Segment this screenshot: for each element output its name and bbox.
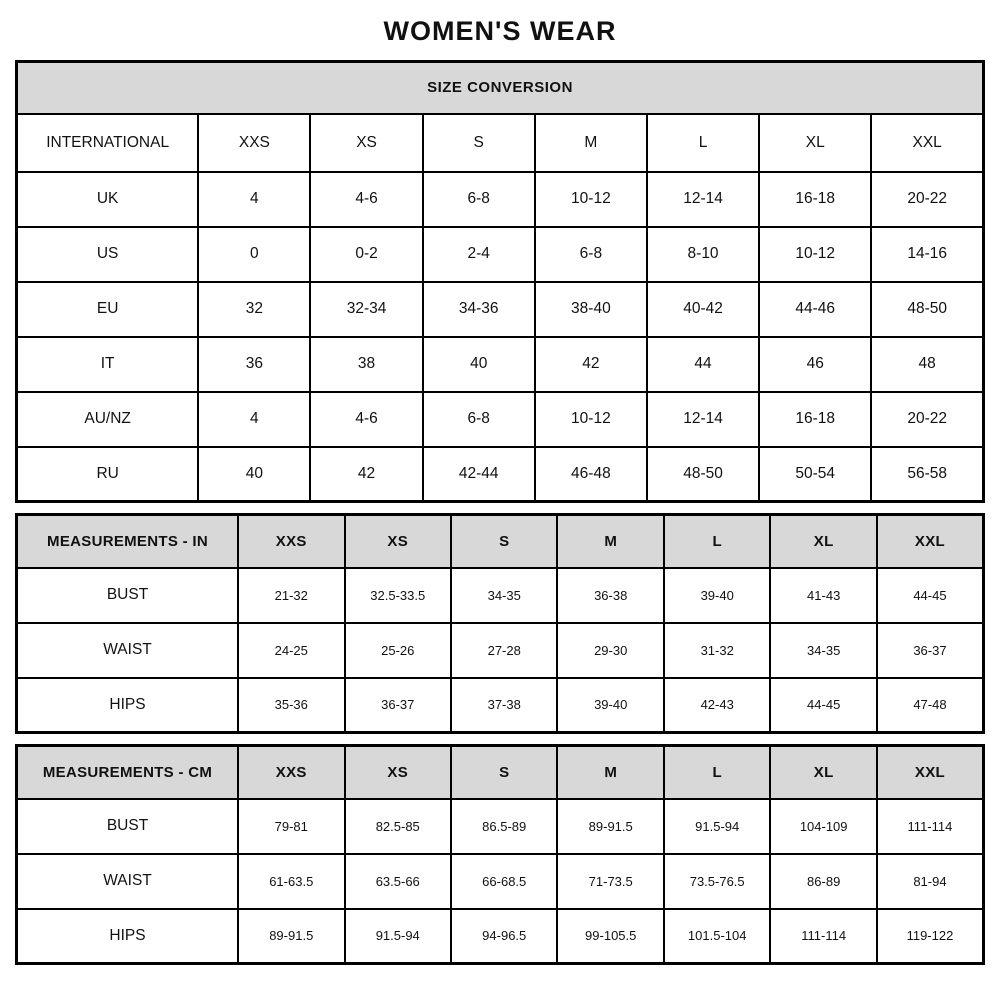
measurement-value: 86.5-89 — [451, 799, 557, 854]
size-value: 10-12 — [759, 227, 871, 282]
measurement-value: 32.5-33.5 — [345, 568, 451, 623]
size-value: 38-40 — [535, 282, 647, 337]
measurement-value: 35-36 — [238, 678, 344, 733]
size-value: 20-22 — [871, 172, 983, 227]
measurement-value: 31-32 — [664, 623, 770, 678]
size-value: 6-8 — [423, 392, 535, 447]
measurement-value: 81-94 — [877, 854, 984, 909]
measurement-value: 82.5-85 — [345, 799, 451, 854]
measurement-value: 99-105.5 — [557, 909, 663, 964]
measurement-value: 24-25 — [238, 623, 344, 678]
measurements-cm-size-header-xxl: XXL — [877, 746, 984, 799]
measurement-value: 66-68.5 — [451, 854, 557, 909]
region-label: US — [17, 227, 199, 282]
measurement-value: 86-89 — [770, 854, 876, 909]
measurements-cm-title: MEASUREMENTS - CM — [17, 746, 239, 799]
region-label: EU — [17, 282, 199, 337]
column-header-size-xxs: XXS — [198, 114, 310, 172]
size-conversion-row-ru — [17, 447, 984, 502]
region-label: UK — [17, 172, 199, 227]
size-value: 38 — [310, 337, 422, 392]
measurement-value: 39-40 — [664, 568, 770, 623]
measurement-value: 101.5-104 — [664, 909, 770, 964]
region-label: RU — [17, 447, 199, 502]
size-conversion-band-row — [17, 62, 984, 114]
size-value: 16-18 — [759, 392, 871, 447]
measurement-value: 39-40 — [557, 678, 663, 733]
measurement-value: 47-48 — [877, 678, 984, 733]
size-value: 14-16 — [871, 227, 983, 282]
measurement-value: 21-32 — [238, 568, 344, 623]
page-title: WOMEN'S WEAR — [383, 16, 617, 46]
measurement-value: 37-38 — [451, 678, 557, 733]
measurement-value: 119-122 — [877, 909, 984, 964]
size-value: 12-14 — [647, 392, 759, 447]
column-header-size-m: M — [535, 114, 647, 172]
size-value: 8-10 — [647, 227, 759, 282]
measurement-value: 91.5-94 — [345, 909, 451, 964]
measurement-value: 34-35 — [770, 623, 876, 678]
measurement-label: BUST — [17, 568, 239, 623]
size-conversion-row-eu — [17, 282, 984, 337]
size-value: 4-6 — [310, 172, 422, 227]
measurement-value: 36-37 — [345, 678, 451, 733]
measurement-value: 42-43 — [664, 678, 770, 733]
measurements-in-size-header-m: M — [557, 515, 663, 568]
size-value: 36 — [198, 337, 310, 392]
measurement-label: BUST — [17, 799, 239, 854]
size-value: 46-48 — [535, 447, 647, 502]
size-value: 40-42 — [647, 282, 759, 337]
column-header-size-l: L — [647, 114, 759, 172]
measurement-label: WAIST — [17, 623, 239, 678]
size-value: 10-12 — [535, 172, 647, 227]
measurement-value: 63.5-66 — [345, 854, 451, 909]
measurement-value: 104-109 — [770, 799, 876, 854]
measurement-value: 44-45 — [877, 568, 984, 623]
measurement-value: 94-96.5 — [451, 909, 557, 964]
size-value: 4 — [198, 392, 310, 447]
measurements-in-size-header-s: S — [451, 515, 557, 568]
size-value: 34-36 — [423, 282, 535, 337]
size-value: 20-22 — [871, 392, 983, 447]
size-value: 42 — [535, 337, 647, 392]
column-header-size-xl: XL — [759, 114, 871, 172]
measurements-in-table — [15, 513, 985, 734]
size-conversion-row-it — [17, 337, 984, 392]
size-value: 48-50 — [871, 282, 983, 337]
measurement-value: 79-81 — [238, 799, 344, 854]
size-value: 32-34 — [310, 282, 422, 337]
column-header-international: INTERNATIONAL — [17, 114, 199, 172]
measurement-value: 36-38 — [557, 568, 663, 623]
measurement-value: 41-43 — [770, 568, 876, 623]
measurement-value: 89-91.5 — [557, 799, 663, 854]
size-value: 48 — [871, 337, 983, 392]
measurement-value: 111-114 — [770, 909, 876, 964]
size-value: 6-8 — [535, 227, 647, 282]
size-value: 56-58 — [871, 447, 983, 502]
measurement-value: 36-37 — [877, 623, 984, 678]
measurements-in-title: MEASUREMENTS - IN — [17, 515, 239, 568]
measurements-in-size-header-xl: XL — [770, 515, 876, 568]
measurement-value: 44-45 — [770, 678, 876, 733]
measurements-in-header-row — [17, 515, 984, 568]
measurements-in-size-header-xxl: XXL — [877, 515, 984, 568]
size-conversion-row-aunz — [17, 392, 984, 447]
size-value: 46 — [759, 337, 871, 392]
size-conversion-row-uk — [17, 172, 984, 227]
measurements-in-size-header-xs: XS — [345, 515, 451, 568]
measurement-value: 89-91.5 — [238, 909, 344, 964]
size-value: 16-18 — [759, 172, 871, 227]
measurements-in-row-waist — [17, 623, 984, 678]
column-header-size-s: S — [423, 114, 535, 172]
column-header-size-xs: XS — [310, 114, 422, 172]
size-value: 48-50 — [647, 447, 759, 502]
measurements-in-size-header-xxs: XXS — [238, 515, 344, 568]
size-value: 12-14 — [647, 172, 759, 227]
measurements-cm-header-row — [17, 746, 984, 799]
measurements-in-row-hips — [17, 678, 984, 733]
size-conversion-table — [15, 60, 985, 503]
size-value: 6-8 — [423, 172, 535, 227]
size-value: 4-6 — [310, 392, 422, 447]
measurements-cm-size-header-xs: XS — [345, 746, 451, 799]
measurement-label: HIPS — [17, 909, 239, 964]
measurements-cm-size-header-s: S — [451, 746, 557, 799]
size-value: 44 — [647, 337, 759, 392]
size-value: 10-12 — [535, 392, 647, 447]
size-conversion-row-us — [17, 227, 984, 282]
measurement-value: 29-30 — [557, 623, 663, 678]
measurements-in-row-bust — [17, 568, 984, 623]
measurements-cm-size-header-m: M — [557, 746, 663, 799]
measurement-value: 91.5-94 — [664, 799, 770, 854]
measurement-label: WAIST — [17, 854, 239, 909]
measurements-cm-row-bust — [17, 799, 984, 854]
measurements-cm-size-header-xl: XL — [770, 746, 876, 799]
measurements-cm-table — [15, 744, 985, 965]
size-conversion-title: SIZE CONVERSION — [17, 62, 984, 114]
measurements-in-size-header-l: L — [664, 515, 770, 568]
measurement-value: 73.5-76.5 — [664, 854, 770, 909]
measurement-value: 25-26 — [345, 623, 451, 678]
measurement-label: HIPS — [17, 678, 239, 733]
region-label: IT — [17, 337, 199, 392]
measurements-cm-row-hips — [17, 909, 984, 964]
size-value: 40 — [198, 447, 310, 502]
column-header-size-xxl: XXL — [871, 114, 983, 172]
size-value: 2-4 — [423, 227, 535, 282]
size-value: 40 — [423, 337, 535, 392]
size-value: 50-54 — [759, 447, 871, 502]
size-value: 0-2 — [310, 227, 422, 282]
region-label: AU/NZ — [17, 392, 199, 447]
measurement-value: 34-35 — [451, 568, 557, 623]
measurements-cm-size-header-l: L — [664, 746, 770, 799]
size-value: 0 — [198, 227, 310, 282]
size-conversion-column-header-row — [17, 114, 984, 172]
size-value: 42-44 — [423, 447, 535, 502]
measurement-value: 61-63.5 — [238, 854, 344, 909]
measurement-value: 71-73.5 — [557, 854, 663, 909]
measurement-value: 111-114 — [877, 799, 984, 854]
size-value: 4 — [198, 172, 310, 227]
measurements-cm-size-header-xxs: XXS — [238, 746, 344, 799]
measurements-cm-row-waist — [17, 854, 984, 909]
measurement-value: 27-28 — [451, 623, 557, 678]
size-value: 42 — [310, 447, 422, 502]
size-value: 44-46 — [759, 282, 871, 337]
size-value: 32 — [198, 282, 310, 337]
